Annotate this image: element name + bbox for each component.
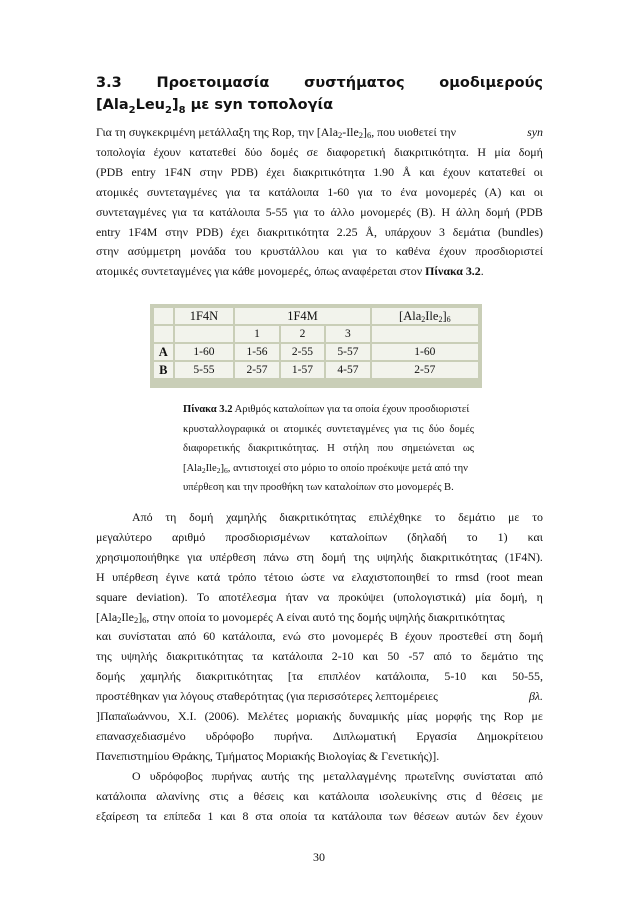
- table-caption: Πίνακα 3.2 Αριθμός καταλοίπων για τα οποία έχουν προσδιοριστεί κρυσταλλογραφικά οι ατομικές συντεταγμένες για τις δύο δομές διαφορετικής διακριτικότητας. Η στήλη που σημειώνεται ως $[Ala_2Ile_2]_6$, αντιστοιχεί στο μόριο το οποίο προέκυψε μετά από την υπέρθεση και την προσθήκη των καταλοίπων στο μονομερές B.: [183, 404, 474, 494]
- header-1f4n: 1F4N: [175, 308, 234, 324]
- caption-label: Πίνακα 3.2: [183, 404, 233, 415]
- paragraph-intro: Για τη συγκεκριμένη μετάλλαξη της Rop, την $[Ala_2-Ile_2]_6$, που υιοθετεί την syn τοπολογία έχουν κατατεθεί δύο δομές σε διαφορετική διακριτικότητα. Η μία δομή (PDB entry 1F4N στην PDB) έχει διακριτικότητα 1.90 Å και έχουν κατατεθεί οι ατομικές συντεταγμένες για τα κατάλοιπα 1-60 για το ένα μονομερές (Α) και οι συντεταγμένες για τα κατάλοιπα 5-55 για το άλλο μονομερές (Β). Η άλλη δομή (PDB entry 1F4M στην PDB) έχει διακριτικότητα 2.25 Å, υπάρχουν 3 δεμάτια (bundles) στην ασύμμετρη μονάδα του κρυστάλλου και για το καθένα έχουν προσδιοριστεί ατομικές συντεταγμένες για κάθε μονομερές, όπως αναφέρεται στον Πίνακα 3.2.: [96, 125, 543, 279]
- header-1f4m: 1F4M: [235, 308, 369, 324]
- bundle-1: 1: [235, 326, 278, 342]
- page-number: 30: [313, 850, 325, 864]
- table-reference: Πίνακα 3.2: [425, 264, 481, 279]
- table-header-row: [154, 308, 478, 324]
- residues-table: [150, 304, 482, 388]
- bundle-3: 3: [326, 326, 369, 342]
- bundle-2: 2: [281, 326, 324, 342]
- table-subheader-row: [154, 326, 478, 342]
- paragraph-superposition: Από τη δομή χαμηλής διακριτικότητας επιλέχθηκε το δεμάτιο με το μεγαλύτερο αριθμό προσδιορισμένων καταλοίπων (δηλαδή το 1) και χρησιμοποιήθηκε για υπέρθεση πάνω στη δομή της υψηλής διακριτικότητας (1F4N). Η υπέρθεση έγινε κατά τρόπο τέτοιο ώστε να ελαχιστοποιηθεί το rmsd (root mean square deviation). Το αποτέλεσμα ήταν να προκύψει (υπολογιστικά) μία δομή, η $[Ala_2Ile_2]_6$, στην οποία το μονομερές A είναι αυτό της δομής υψηλής διακριτικότητας και συνίσταται από 60 κατάλοιπα, ενώ στο μονομερές B έχουν προστεθεί στη δομή της υψηλής διακριτικότητας τα κατάλοιπα 2-10 και 50 -57 από το δεμάτιο της δομής χαμηλής διακριτικότητας [τα επιπλέον κατάλοιπα, 5-10 και 50-55, προστέθηκαν για λόγους σταθερότητας (για περισσότερες λεπτομέρειες βλ. ]Παπαϊωάννου, Χ.Ι. (2006). Μελέτες μοριακής δυναμικής μίας μορφής της Rop με επανασχεδιασμένο υδρόφοβο πυρήνα. Διπλωματική Εργασία Δημοκρίτειου Πανεπιστημίου Θράκης, Τμήματος Μοριακής Βιολογίας & Γενετικής)]. Ο υδρόφοβος πυρήνας αυτής της μεταλλαγμένης πρωτεΐνης συνίσταται από κατάλοιπα αλανίνης στις a θέσεις και κατάλοιπα ισολευκίνης στις d θέσεις με εξαίρεση τα επίπεδα 1 και 8 στα οποία τα κατάλοιπα των θέσεων αυτών δεν έχουν: [96, 510, 543, 823]
- table-row: B 5-55 2-57 1-57 4-57 2-57: [154, 362, 478, 378]
- section-heading: 3.3 Προετοιμασία συστήματος ομοδιμερούς $[Ala_2Leu_2]_8$ με syn τοπολογία: [96, 72, 543, 122]
- header-ala2ile2: $[Ala_2Ile_2]_6$: [372, 308, 478, 324]
- table-row: A 1-60 1-56 2-55 5-57 1-60: [154, 344, 478, 360]
- section-number: 3.3: [96, 75, 122, 91]
